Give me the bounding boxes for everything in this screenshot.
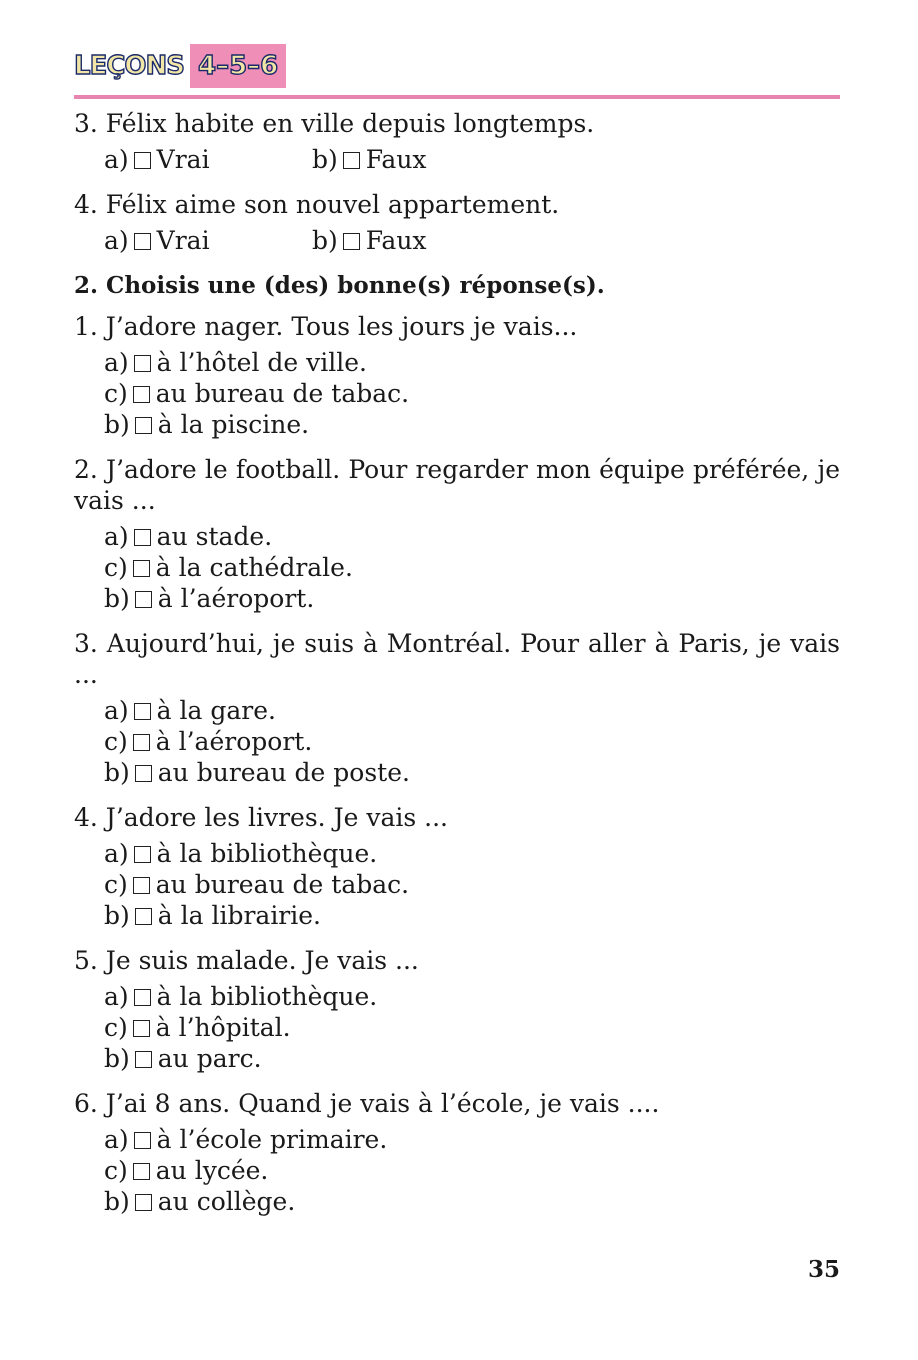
answer-options — [74, 695, 840, 788]
checkbox-icon[interactable] — [135, 908, 152, 925]
question-text: 4. Félix aime son nouvel appartement. — [74, 190, 560, 219]
question-text: 6. J’ai 8 ans. Quand je vais à l’école, je vais .... — [74, 1089, 660, 1118]
option-letter: a) — [104, 226, 129, 255]
option-text: au lycée. — [155, 1156, 269, 1185]
option-text: au stade. — [156, 522, 273, 551]
option-text: à la gare. — [156, 696, 276, 725]
answer-option[interactable] — [104, 1186, 840, 1217]
answer-options — [74, 1124, 840, 1217]
option-text: à l’hôpital. — [155, 1013, 291, 1042]
page-number: 35 — [807, 1256, 840, 1283]
answer-option[interactable] — [104, 981, 840, 1012]
page-header — [74, 44, 286, 88]
checkbox-icon[interactable] — [133, 877, 150, 894]
option-false[interactable] — [312, 144, 427, 175]
option-letter: a) — [104, 145, 129, 174]
question-block — [74, 628, 840, 788]
question-block — [74, 454, 840, 614]
question-text: 4. J’adore les livres. Je vais ... — [74, 803, 448, 832]
option-text: Vrai — [156, 226, 210, 255]
answer-option[interactable] — [104, 1043, 840, 1074]
option-letter: b) — [312, 145, 338, 174]
option-letter: c) — [104, 553, 128, 582]
option-letter: c) — [104, 1156, 128, 1185]
option-true[interactable] — [104, 225, 312, 256]
answer-options — [74, 225, 840, 256]
checkbox-icon[interactable] — [134, 355, 151, 372]
option-letter: b) — [312, 226, 338, 255]
question-text: 1. J’adore nager. Tous les jours je vais... — [74, 312, 578, 341]
question-block — [74, 189, 840, 256]
exercise-title: 2. Choisis une (des) bonne(s) réponse(s). — [74, 272, 605, 299]
answer-option[interactable] — [104, 1124, 840, 1155]
option-letter: c) — [104, 870, 128, 899]
checkbox-icon[interactable] — [135, 1194, 152, 1211]
checkbox-icon[interactable] — [134, 233, 151, 250]
option-letter: b) — [104, 758, 130, 787]
option-text: Vrai — [156, 145, 210, 174]
option-letter: a) — [104, 348, 129, 377]
question-text: 2. J’adore le football. Pour regarder mon équipe préférée, je vais ... — [74, 455, 840, 515]
option-text: à l’aéroport. — [155, 727, 313, 756]
option-letter: b) — [104, 1187, 130, 1216]
checkbox-icon[interactable] — [133, 1163, 150, 1180]
answer-option[interactable] — [104, 378, 840, 409]
option-text: à la bibliothèque. — [156, 839, 378, 868]
option-letter: a) — [104, 696, 129, 725]
checkbox-icon[interactable] — [134, 152, 151, 169]
answer-option[interactable] — [104, 583, 840, 614]
checkbox-icon[interactable] — [135, 1051, 152, 1068]
answer-option[interactable] — [104, 552, 840, 583]
option-text: à l’aéroport. — [157, 584, 315, 613]
question-block — [74, 108, 840, 175]
answer-options — [74, 144, 840, 175]
checkbox-icon[interactable] — [134, 529, 151, 546]
checkbox-icon[interactable] — [134, 1132, 151, 1149]
option-text: à la cathédrale. — [155, 553, 353, 582]
option-letter: b) — [104, 901, 130, 930]
option-text: à la librairie. — [157, 901, 321, 930]
question-block — [74, 1088, 840, 1217]
option-letter: c) — [104, 727, 128, 756]
option-text: à l’hôtel de ville. — [156, 348, 367, 377]
option-letter: a) — [104, 982, 129, 1011]
option-text: au parc. — [157, 1044, 262, 1073]
checkbox-icon[interactable] — [134, 989, 151, 1006]
checkbox-icon[interactable] — [133, 386, 150, 403]
header-divider — [74, 95, 840, 99]
answer-options — [74, 521, 840, 614]
checkbox-icon[interactable] — [343, 152, 360, 169]
question-text: 5. Je suis malade. Je vais ... — [74, 946, 419, 975]
answer-options — [74, 838, 840, 931]
option-letter: a) — [104, 1125, 129, 1154]
answer-option[interactable] — [104, 869, 840, 900]
option-letter: a) — [104, 839, 129, 868]
answer-option[interactable] — [104, 347, 840, 378]
checkbox-icon[interactable] — [135, 765, 152, 782]
question-text: 3. Aujourd’hui, je suis à Montréal. Pour aller à Paris, je vais ... — [74, 629, 840, 689]
option-letter: a) — [104, 522, 129, 551]
checkbox-icon[interactable] — [135, 591, 152, 608]
option-text: au bureau de tabac. — [155, 870, 410, 899]
answer-options — [74, 347, 840, 440]
option-letter: c) — [104, 1013, 128, 1042]
option-text: au collège. — [157, 1187, 296, 1216]
checkbox-icon[interactable] — [135, 417, 152, 434]
option-true[interactable] — [104, 144, 312, 175]
option-text: au bureau de tabac. — [155, 379, 410, 408]
question-block — [74, 802, 840, 931]
option-text: Faux — [365, 226, 427, 255]
answer-option[interactable] — [104, 900, 840, 931]
option-text: à l’école primaire. — [156, 1125, 388, 1154]
checkbox-icon[interactable] — [133, 734, 150, 751]
answer-option[interactable] — [104, 1012, 840, 1043]
exercise-content — [74, 108, 840, 1231]
question-block — [74, 945, 840, 1074]
option-text: au bureau de poste. — [157, 758, 410, 787]
checkbox-icon[interactable] — [134, 703, 151, 720]
answer-option[interactable] — [104, 409, 840, 440]
checkbox-icon[interactable] — [343, 233, 360, 250]
lessons-label: LEÇONS — [74, 51, 184, 81]
option-text: Faux — [365, 145, 427, 174]
option-false[interactable] — [312, 225, 427, 256]
option-text: à la bibliothèque. — [156, 982, 378, 1011]
option-text: à la piscine. — [157, 410, 310, 439]
answer-option[interactable] — [104, 757, 840, 788]
lessons-range-badge: 4–5–6 — [190, 44, 286, 88]
checkbox-icon[interactable] — [134, 846, 151, 863]
checkbox-icon[interactable] — [133, 1020, 150, 1037]
question-text: 3. Félix habite en ville depuis longtemps. — [74, 109, 595, 138]
answer-option[interactable] — [104, 726, 840, 757]
option-letter: c) — [104, 379, 128, 408]
question-block — [74, 311, 840, 440]
answer-options — [74, 981, 840, 1074]
answer-option[interactable] — [104, 521, 840, 552]
answer-option[interactable] — [104, 838, 840, 869]
option-letter: b) — [104, 410, 130, 439]
option-letter: b) — [104, 1044, 130, 1073]
answer-option[interactable] — [104, 695, 840, 726]
multiple-choice-list — [74, 311, 840, 1217]
answer-option[interactable] — [104, 1155, 840, 1186]
option-letter: b) — [104, 584, 130, 613]
checkbox-icon[interactable] — [133, 560, 150, 577]
